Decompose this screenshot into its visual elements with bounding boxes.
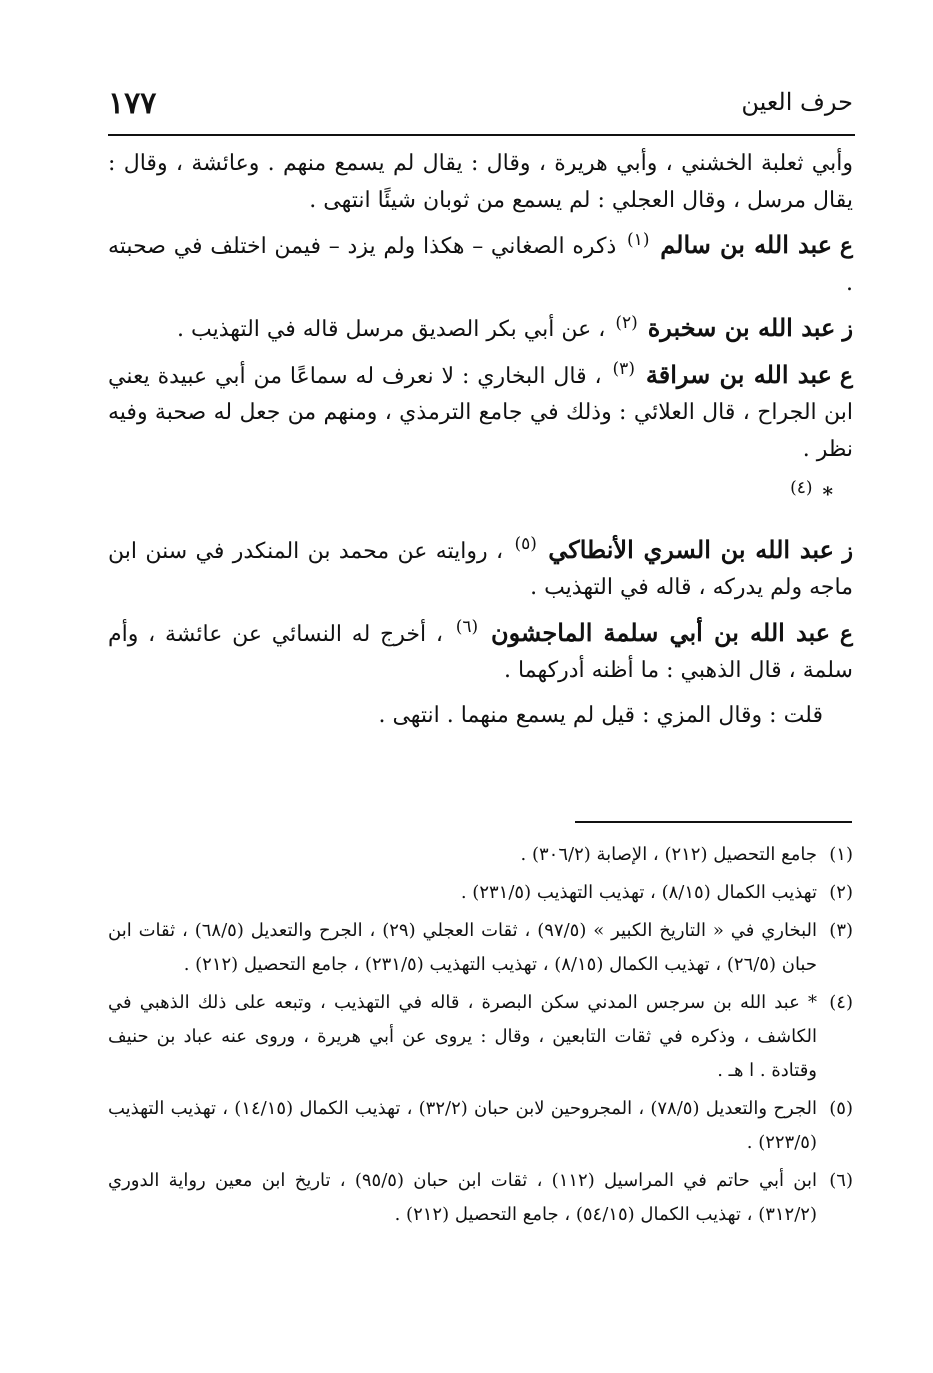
footnote-ref: (٢)	[615, 312, 638, 333]
footnote-text: تهذيب الكمال (٨/١٥) ، تهذيب التهذيب (٢٣١/٥) .	[460, 882, 817, 903]
footnote-number: (١)	[829, 844, 853, 865]
entry-text: ، قال البخاري : لا نعرف له سماعًا من أبي عبيدة يعني ابن الجراح ، قال العلائي : وذلك في جامع الترمذي ، ومنهم من جعل له صحبة وفيه نظر .	[108, 363, 853, 462]
entry-heading: عبد الله بن سخبرة	[647, 313, 836, 342]
footnote-text: * عبد الله بن سرجس المدني سكن البصرة ، قاله في التهذيب ، وتبعه على ذلك الذهبي في الكاشف ، وذكره في ثقات التابعين ، وقال : يروى عن أبي هريرة ، وروى عنه عباد بن حنيف وقتادة . ا هـ .	[108, 992, 817, 1081]
entry-abdullah-ibn-abi-salama	[108, 615, 853, 690]
footnote-ref: (٥)	[514, 534, 537, 555]
footnote-ref: (٤)	[790, 477, 813, 498]
footnote	[108, 1164, 853, 1232]
footnote-number: (٣)	[829, 920, 854, 941]
paragraph-continuation: وأبي ثعلبة الخشني ، وأبي هريرة ، وقال : يقال لم يسمع منهم . وعائشة ، وقال : يقال مرسل ، وقال العجلي : لم يسمع من ثوبان شيئًا انتهى .	[108, 151, 853, 213]
author-remark: قلت : وقال المزي : قيل لم يسمع منهما . انتهى .	[378, 702, 823, 728]
star-entry	[108, 476, 853, 514]
footnote-separator	[575, 821, 852, 823]
footnote-text: جامع التحصيل (٢١٢) ، الإصابة (٣٠٦/٢) .	[520, 844, 817, 865]
footnote	[108, 876, 853, 910]
entry-text: ، روايته عن محمد بن المنكدر في سنن ابن ماجه ولم يدركه ، قاله في التهذيب .	[108, 538, 853, 600]
entry-text: ، عن أبي بكر الصديق مرسل قاله في التهذيب .	[177, 317, 606, 342]
footnote-text: ابن أبي حاتم في المراسيل (١١٢) ، ثقات ابن حبان (٩٥/٥) ، تاريخ ابن معين رواية الدوري (٣١٢/٢) ، تهذيب الكمال (٥٤/١٥) ، جامع التحصيل (٢١٢) .	[108, 1170, 817, 1225]
footnote	[108, 986, 853, 1088]
footnote	[108, 838, 853, 872]
page-header	[108, 80, 853, 130]
footnote-text: البخاري في « التاريخ الكبير » (٩٧/٥) ، ثقات العجلي (٢٩) ، الجرح والتعديل (٦٨/٥) ، ثقات ابن حبان (٢٦/٥) ، تهذيب الكمال (٨/١٥) ، تهذيب التهذيب (٢٣١/٥) ، جامع التحصيل (٢١٢) .	[108, 920, 818, 975]
entry-siglum: ع	[839, 362, 854, 389]
entry-siglum: ع	[839, 620, 854, 647]
entry-heading: عبد الله بن سالم	[660, 230, 833, 259]
entry-abdullah-ibn-suraqa	[108, 357, 853, 469]
running-title: حرف العين	[741, 88, 853, 116]
footnotes	[108, 838, 853, 1236]
main-text	[108, 146, 853, 742]
entry-heading: عبد الله بن سراقة	[645, 359, 832, 389]
entry-heading: عبد الله بن السري الأنطاكي	[548, 534, 834, 564]
entry-siglum: ع	[839, 233, 854, 259]
footnote-number: (٦)	[829, 1170, 853, 1191]
entry-abdullah-ibn-sakhbara	[108, 310, 853, 349]
entry-abdullah-ibn-salim	[108, 227, 853, 302]
footnote	[108, 914, 853, 982]
footnote-ref: (٦)	[455, 617, 479, 638]
entry-siglum: ز	[842, 537, 853, 564]
asterisk-icon: *	[822, 482, 833, 506]
entry-text: ذكره الصغاني – هكذا ولم يزد – فيمن اختلف في صحبته .	[108, 234, 853, 296]
header-rule	[108, 134, 855, 136]
footnote-number: (٥)	[829, 1098, 853, 1119]
entry-siglum: ز	[842, 316, 853, 342]
footnote-ref: (١)	[627, 229, 650, 250]
footnote-ref: (٣)	[612, 359, 635, 380]
footnote-text: الجرح والتعديل (٧٨/٥) ، المجروحين لابن حبان (٣٢/٢) ، تهذيب الكمال (١٤/١٥) ، تهذيب التهذيب (٢٢٣/٥) .	[108, 1098, 817, 1153]
entry-text: ، أخرج له النسائي عن عائشة ، وأم سلمة ، قال الذهبي : ما أظنه أدركهما .	[108, 621, 853, 683]
entry-heading: عبد الله بن أبي سلمة الماجشون	[490, 617, 831, 647]
footnote	[108, 1092, 853, 1160]
page-number: ١٧٧	[108, 86, 157, 121]
entry-abdullah-ibn-al-sari	[108, 532, 853, 607]
footnote-number: (٤)	[829, 992, 853, 1013]
footnote-number: (٢)	[829, 882, 853, 903]
